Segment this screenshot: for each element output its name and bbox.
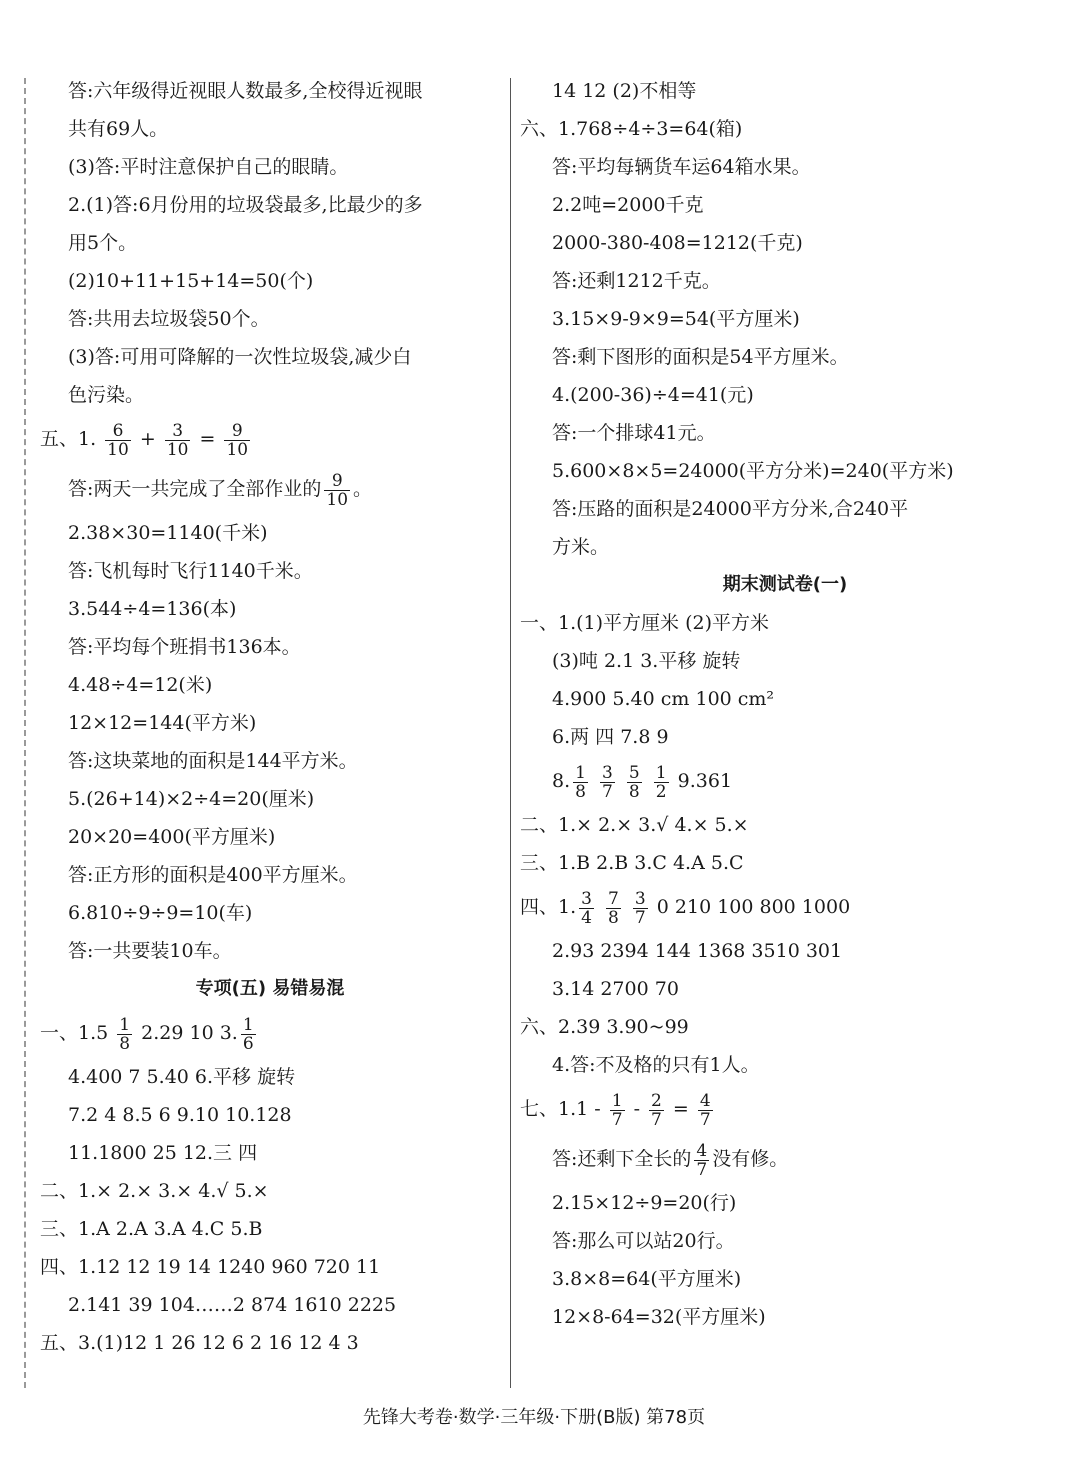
answer-line [520, 1084, 1050, 1134]
fraction [579, 890, 594, 927]
fraction-denominator: 8 [628, 781, 640, 802]
answer-line: 共有69人。 [68, 118, 169, 140]
answer-line: 答:一个排球41元。 [552, 422, 716, 444]
fraction [600, 764, 615, 801]
fraction-denominator: 10 [166, 439, 189, 460]
answer-text: 2.29 10 3. [135, 1022, 238, 1044]
fraction-numerator: 3 [602, 762, 613, 783]
answer-line: 2.93 2394 144 1368 3510 301 [552, 940, 843, 962]
fraction-numerator: 1 [575, 762, 586, 783]
fraction-numerator: 3 [634, 888, 646, 909]
answer-line: 答:一共要装10车。 [68, 940, 232, 962]
answer-line: (3)答:平时注意保护自己的眼睛。 [68, 156, 349, 178]
page-footer: 先锋大考卷·数学·三年级·下册(B版) 第78页 [362, 1407, 706, 1428]
answer-text: + [133, 428, 162, 450]
answer-line: 6.两 四 7.8 9 [552, 726, 669, 748]
answer-line: 3.15×9-9×9=54(平方厘米) [552, 308, 800, 330]
fraction [610, 1092, 625, 1129]
fraction-denominator: 6 [242, 1033, 254, 1054]
answer-line: 20×20=400(平方厘米) [68, 826, 276, 848]
fraction [627, 764, 642, 801]
fraction-numerator: 7 [608, 888, 619, 909]
fraction-denominator: 10 [226, 439, 249, 460]
fraction [606, 890, 621, 927]
answer-line: 4.400 7 5.40 6.平移 旋转 [68, 1066, 296, 1088]
answer-line [40, 414, 500, 464]
answer-text: 四、1. [520, 896, 577, 918]
answer-line: 5.(26+14)×2÷4=20(厘米) [68, 788, 315, 810]
column-divider [510, 78, 511, 1388]
answer-line: 答:六年级得近视眼人数最多,全校得近视眼 [68, 80, 423, 102]
fraction [224, 422, 250, 459]
answer-text: 8. [552, 770, 571, 792]
answer-line [520, 756, 1050, 806]
fraction-numerator: 9 [224, 422, 250, 441]
answer-text: 9.361 [671, 770, 733, 792]
answer-line: 三、1.A 2.A 3.A 4.C 5.B [40, 1218, 263, 1240]
answer-line: 4.(200-36)÷4=41(元) [552, 384, 754, 406]
answer-line: 色污染。 [68, 384, 145, 406]
fraction-numerator: 1 [242, 1014, 254, 1035]
answer-line: 3.14 2700 70 [552, 978, 679, 1000]
fraction [117, 1016, 132, 1053]
left-column [40, 72, 500, 1362]
fraction [241, 1016, 256, 1053]
answer-line: 11.1800 25 12.三 四 [68, 1142, 258, 1164]
answer-line: 4.答:不及格的只有1人。 [552, 1054, 760, 1076]
fraction-denominator: 8 [119, 1033, 131, 1054]
fraction-numerator: 3 [165, 422, 191, 441]
answer-text [597, 896, 603, 918]
answer-line [520, 1134, 1050, 1184]
fraction-numerator: 5 [628, 762, 640, 783]
answer-line: 3.544÷4=136(本) [68, 598, 237, 620]
fraction-denominator: 7 [696, 1159, 708, 1180]
answer-line: 3.8×8=64(平方厘米) [552, 1268, 742, 1290]
fraction-denominator: 7 [699, 1109, 711, 1130]
answer-line [40, 1008, 500, 1058]
fraction [654, 764, 669, 801]
answer-text: 0 210 100 800 1000 [650, 896, 851, 918]
fraction-denominator: 8 [608, 907, 619, 928]
answer-line: 2.38×30=1140(千米) [68, 522, 268, 544]
answer-line: 答:正方形的面积是400平方厘米。 [68, 864, 358, 886]
answer-line: 14 12 (2)不相等 [552, 80, 697, 102]
fraction [694, 1142, 709, 1179]
fraction-numerator: 3 [581, 888, 592, 909]
answer-line: 用5个。 [68, 232, 138, 254]
answer-line: 一、1.(1)平方厘米 (2)平方米 [520, 612, 769, 634]
fraction [698, 1092, 713, 1129]
answer-line: 7.2 4 8.5 6 9.10 10.128 [68, 1104, 292, 1126]
binding-margin-line [24, 78, 26, 1388]
answer-text: 一、1.5 [40, 1022, 115, 1044]
answer-line: 答:还剩1212千克。 [552, 270, 721, 292]
fraction-denominator: 10 [326, 489, 349, 510]
answer-line: 四、1.12 12 19 14 1240 960 720 11 [40, 1256, 381, 1278]
answer-line: 二、1.× 2.× 3.× 4.√ 5.× [40, 1180, 269, 1202]
right-column [520, 72, 1050, 1336]
answer-text: 七、1.1 - [520, 1098, 607, 1120]
fraction-numerator: 1 [655, 762, 667, 783]
answer-line: 五、3.(1)12 1 26 12 6 2 16 12 4 3 [40, 1332, 359, 1354]
answer-text [624, 896, 630, 918]
answer-line: 答:剩下图形的面积是54平方厘米。 [552, 346, 849, 368]
fraction-numerator: 4 [699, 1090, 711, 1111]
answer-text: - [627, 1098, 647, 1120]
answer-text [591, 770, 597, 792]
answer-line: 二、1.× 2.× 3.√ 4.× 5.× [520, 814, 749, 836]
fraction-numerator: 6 [105, 422, 131, 441]
answer-text: = [193, 428, 222, 450]
answer-line: 4.48÷4=12(米) [68, 674, 213, 696]
answer-line: 2.2吨=2000千克 [552, 194, 704, 216]
fraction-denominator: 7 [651, 1109, 662, 1130]
section-heading: 期末测试卷(一) [722, 574, 848, 595]
fraction-numerator: 9 [324, 472, 350, 491]
answer-line: 答:平均每个班捐书136本。 [68, 636, 301, 658]
fraction-denominator: 4 [581, 907, 592, 928]
answer-line: 2.15×12÷9=20(行) [552, 1192, 737, 1214]
answer-text: 答:还剩下全长的 [552, 1148, 692, 1170]
answer-line: (2)10+11+15+14=50(个) [68, 270, 314, 292]
fraction-denominator: 2 [655, 781, 667, 802]
answer-line: 三、1.B 2.B 3.C 4.A 5.C [520, 852, 744, 874]
answer-line: (3)答:可用可降解的一次性垃圾袋,减少白 [68, 346, 412, 368]
answer-line: 答:共用去垃圾袋50个。 [68, 308, 270, 330]
answer-line: 六、2.39 3.90~99 [520, 1016, 689, 1038]
answer-line: 答:飞机每时飞行1140千米。 [68, 560, 313, 582]
answer-line: 2000-380-408=1212(千克) [552, 232, 803, 254]
answer-line: 方米。 [552, 536, 610, 558]
fraction-numerator: 4 [696, 1140, 708, 1161]
answer-line [520, 882, 1050, 932]
fraction-denominator: 7 [602, 781, 613, 802]
answer-line: 答:这块菜地的面积是144平方米。 [68, 750, 358, 772]
answer-line: 6.810÷9÷9=10(车) [68, 902, 253, 924]
answer-text: 。 [353, 478, 373, 500]
answer-text: 没有修。 [712, 1148, 789, 1170]
answer-text: 答:两天一共完成了全部作业的 [68, 478, 322, 500]
fraction-denominator: 7 [634, 907, 646, 928]
fraction-denominator: 8 [575, 781, 586, 802]
answer-line: 2.(1)答:6月份用的垃圾袋最多,比最少的多 [68, 194, 423, 216]
answer-line: 六、1.768÷4÷3=64(箱) [520, 118, 743, 140]
answer-text: 五、1. [40, 428, 103, 450]
fraction [633, 890, 648, 927]
answer-line: 答:那么可以站20行。 [552, 1230, 735, 1252]
answer-line: 5.600×8×5=24000(平方分米)=240(平方米) [552, 460, 954, 482]
fraction [573, 764, 588, 801]
fraction-denominator: 7 [611, 1109, 623, 1130]
answer-line: 答:压路的面积是24000平方分米,合240平 [552, 498, 909, 520]
answer-line: 4.900 5.40 cm 100 cm² [552, 688, 775, 710]
fraction [649, 1092, 664, 1129]
answer-text [618, 770, 624, 792]
fraction [165, 422, 191, 459]
answer-line: 答:平均每辆货车运64箱水果。 [552, 156, 811, 178]
answer-line: 12×12=144(平方米) [68, 712, 257, 734]
answer-line: 12×8-64=32(平方厘米) [552, 1306, 766, 1328]
fraction [324, 472, 350, 509]
fraction [105, 422, 131, 459]
answer-text: = [666, 1098, 695, 1120]
answer-line: (3)吨 2.1 3.平移 旋转 [552, 650, 741, 672]
section-heading: 专项(五) 易错易混 [195, 978, 345, 999]
fraction-numerator: 2 [651, 1090, 662, 1111]
answer-line [40, 464, 500, 514]
answer-line: 2.141 39 104……2 874 1610 2225 [68, 1294, 397, 1316]
answer-text [645, 770, 651, 792]
fraction-denominator: 10 [107, 439, 129, 460]
fraction-numerator: 1 [611, 1090, 623, 1111]
fraction-numerator: 1 [119, 1014, 131, 1035]
